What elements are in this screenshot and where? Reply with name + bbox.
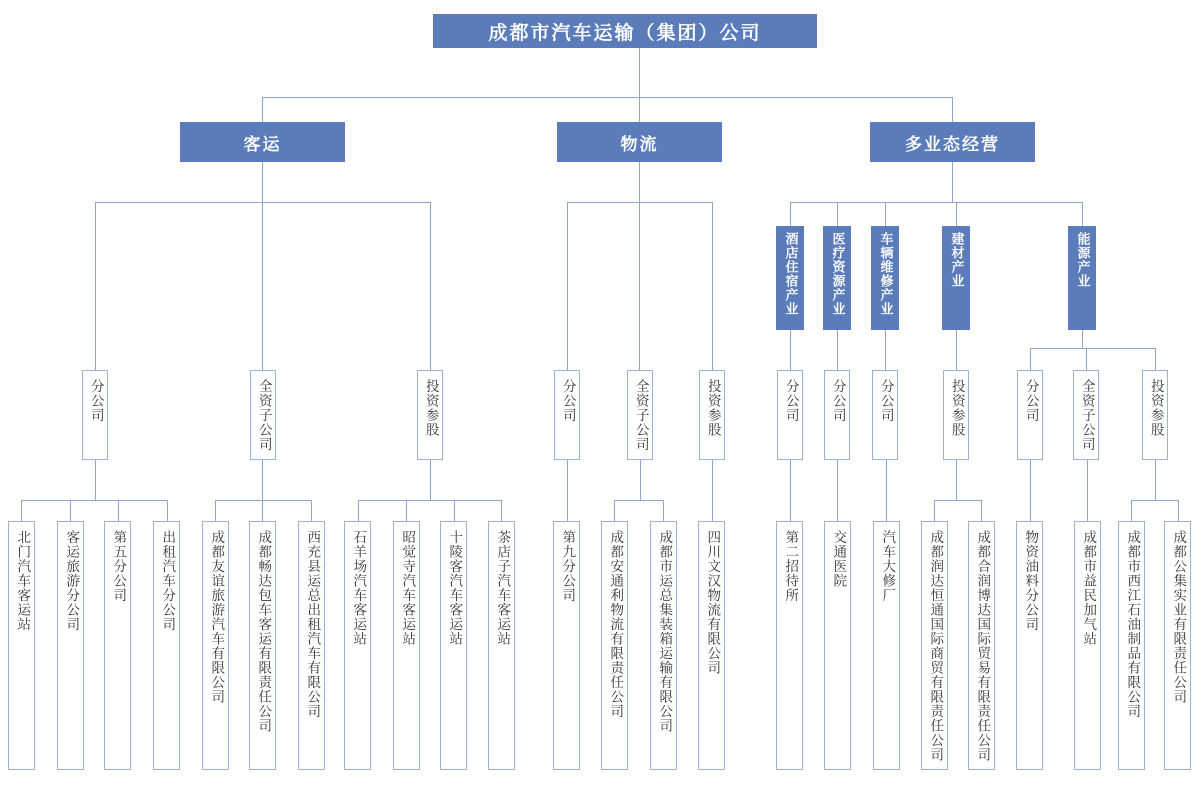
- leaf-label: 昭觉寺汽车客运站: [399, 530, 416, 646]
- connector-line: [95, 202, 96, 370]
- leaf-label: 北门汽车客运站: [14, 530, 31, 632]
- connector-line: [21, 500, 22, 521]
- connector-line: [95, 202, 430, 203]
- branch-multi-business: [870, 122, 1035, 162]
- connector-line: [21, 500, 167, 501]
- leaf-label: 茶店子汽车客运站: [494, 530, 511, 646]
- group-box: [699, 370, 725, 460]
- connector-line: [663, 500, 664, 521]
- leaf-label: 汽车大修厂: [879, 530, 896, 603]
- connector-line: [1082, 330, 1083, 348]
- leaf-box: [249, 521, 276, 770]
- connector-line: [712, 202, 713, 370]
- leaf-label: 出租汽车分公司: [159, 530, 176, 632]
- industry-energy: [1068, 226, 1096, 330]
- leaf-box: [393, 521, 420, 770]
- connector-line: [639, 162, 640, 370]
- branch-label: 物流: [620, 134, 659, 155]
- connector-line: [1082, 202, 1083, 226]
- group-label: 分公司: [559, 379, 576, 423]
- connector-line: [956, 202, 957, 226]
- connector-line: [712, 460, 713, 521]
- connector-line: [790, 202, 1082, 203]
- leaf-box: [650, 521, 677, 770]
- connector-line: [981, 500, 982, 521]
- leaf-box: [824, 521, 851, 770]
- group-label: 分公司: [829, 379, 846, 423]
- leaf-box: [104, 521, 131, 770]
- leaf-box: [968, 521, 995, 770]
- connector-line: [567, 202, 568, 370]
- group-box: [1073, 370, 1099, 460]
- leaf-box: [344, 521, 371, 770]
- branch-label: 客运: [243, 134, 282, 155]
- leaf-label: 第二招待所: [782, 530, 799, 603]
- connector-line: [886, 460, 887, 521]
- leaf-label: 第九分公司: [559, 530, 576, 603]
- connector-line: [70, 500, 71, 521]
- industry-vehicle-maintenance: [871, 226, 899, 330]
- connector-line: [1030, 348, 1031, 370]
- group-label: 分公司: [87, 379, 104, 423]
- industry-label: 车辆维修产业: [877, 232, 893, 316]
- leaf-label: 成都市益民加气站: [1080, 530, 1097, 646]
- industry-label: 建材产业: [948, 232, 964, 288]
- connector-line: [1087, 460, 1088, 521]
- industry-medical-resources: [823, 226, 851, 330]
- leaf-box: [1016, 521, 1043, 770]
- connector-line: [95, 460, 96, 500]
- leaf-label: 成都润达恒通国际商贸有限责任公司: [927, 530, 944, 762]
- connector-line: [934, 500, 935, 521]
- group-label: 投资参股: [948, 379, 965, 437]
- connector-line: [430, 460, 431, 500]
- leaf-box: [153, 521, 180, 770]
- leaf-label: 四川文汉物流有限公司: [704, 530, 721, 675]
- connector-line: [1155, 460, 1156, 500]
- leaf-box: [1118, 521, 1145, 770]
- industry-label: 酒店住宿产业: [782, 232, 798, 316]
- group-box: [943, 370, 969, 460]
- connector-line: [885, 330, 886, 370]
- leaf-label: 西充县运总出租汽车有限公司: [304, 530, 321, 719]
- group-label: 全资子公司: [1078, 379, 1095, 452]
- connector-line: [118, 500, 119, 521]
- leaf-box: [8, 521, 35, 770]
- group-label: 全资子公司: [632, 379, 649, 452]
- leaf-box: [1164, 521, 1191, 770]
- connector-line: [454, 500, 455, 521]
- connector-line: [567, 460, 568, 521]
- group-label: 全资子公司: [255, 379, 272, 452]
- connector-line: [790, 202, 791, 226]
- group-box: [554, 370, 580, 460]
- group-box: [824, 370, 850, 460]
- leaf-label: 石羊场汽车客运站: [350, 530, 367, 646]
- connector-line: [614, 500, 615, 521]
- connector-line: [1155, 348, 1156, 370]
- connector-line: [358, 500, 359, 521]
- industry-hotel-accommodation: [776, 226, 804, 330]
- connector-line: [640, 460, 641, 500]
- connector-line: [956, 330, 957, 370]
- group-box: [872, 370, 898, 460]
- group-label: 分公司: [877, 379, 894, 423]
- connector-line: [790, 330, 791, 370]
- leaf-box: [553, 521, 580, 770]
- leaf-box: [698, 521, 725, 770]
- connector-line: [956, 460, 957, 500]
- leaf-label: 成都安通利物流有限责任公司: [607, 530, 624, 719]
- leaf-box: [1074, 521, 1101, 770]
- group-label: 分公司: [782, 379, 799, 423]
- connector-line: [885, 202, 886, 226]
- leaf-box: [57, 521, 84, 770]
- connector-line: [614, 500, 663, 501]
- connector-line: [262, 460, 263, 521]
- leaf-box: [298, 521, 325, 770]
- leaf-label: 成都畅达包车客运有限责任公司: [255, 530, 272, 733]
- leaf-label: 客运旅游分公司: [63, 530, 80, 632]
- leaf-box: [873, 521, 900, 770]
- connector-line: [1131, 500, 1132, 521]
- group-label: 分公司: [1022, 379, 1039, 423]
- industry-building-materials: [942, 226, 970, 330]
- connector-line: [215, 500, 216, 521]
- org-root-box: [433, 14, 817, 48]
- group-label: 投资参股: [704, 379, 721, 437]
- connector-line: [1086, 348, 1087, 370]
- leaf-label: 成都公集实业有限责任公司: [1170, 530, 1187, 704]
- industry-label: 医疗资源产业: [829, 232, 845, 316]
- connector-line: [262, 97, 263, 122]
- branch-passenger-transport: [180, 122, 345, 162]
- leaf-label: 物资油料分公司: [1022, 530, 1039, 632]
- connector-line: [837, 330, 838, 370]
- group-box: [417, 370, 443, 460]
- connector-line: [262, 162, 263, 370]
- leaf-box: [488, 521, 515, 770]
- connector-line: [837, 202, 838, 226]
- connector-line: [1030, 348, 1155, 349]
- branch-label: 多业态经营: [905, 134, 1000, 155]
- connector-line: [790, 460, 791, 521]
- connector-line: [501, 500, 502, 521]
- group-box: [1017, 370, 1043, 460]
- connector-line: [1131, 500, 1178, 501]
- connector-line: [1030, 460, 1031, 521]
- group-label: 投资参股: [422, 379, 439, 437]
- industry-label: 能源产业: [1074, 232, 1090, 288]
- connector-line: [358, 500, 501, 501]
- connector-line: [262, 97, 952, 98]
- connector-line: [952, 162, 953, 202]
- group-box: [250, 370, 276, 460]
- leaf-box: [202, 521, 229, 770]
- leaf-label: 交通医院: [830, 530, 847, 588]
- branch-logistics: [557, 122, 722, 162]
- connector-line: [837, 460, 838, 521]
- connector-line: [639, 48, 640, 122]
- leaf-label: 第五分公司: [110, 530, 127, 603]
- leaf-label: 十陵客汽车客运站: [446, 530, 463, 646]
- group-label: 投资参股: [1147, 379, 1164, 437]
- connector-line: [430, 202, 431, 370]
- connector-line: [167, 500, 168, 521]
- connector-line: [952, 97, 953, 122]
- group-box: [1142, 370, 1168, 460]
- connector-line: [311, 500, 312, 521]
- group-box: [777, 370, 803, 460]
- leaf-box: [601, 521, 628, 770]
- connector-line: [215, 500, 311, 501]
- leaf-box: [776, 521, 803, 770]
- leaf-box: [440, 521, 467, 770]
- leaf-box: [921, 521, 948, 770]
- leaf-label: 成都合润博达国际贸易有限责任公司: [974, 530, 991, 762]
- connector-line: [567, 202, 712, 203]
- group-box: [627, 370, 653, 460]
- connector-line: [406, 500, 407, 521]
- org-root-label: 成都市汽车运输（集团）公司: [488, 21, 762, 44]
- leaf-label: 成都市西江石油制品有限公司: [1124, 530, 1141, 719]
- connector-line: [934, 500, 981, 501]
- group-box: [82, 370, 108, 460]
- leaf-label: 成都友谊旅游汽车有限公司: [208, 530, 225, 704]
- leaf-label: 成都市运总集装箱运输有限公司: [656, 530, 673, 733]
- connector-line: [1178, 500, 1179, 521]
